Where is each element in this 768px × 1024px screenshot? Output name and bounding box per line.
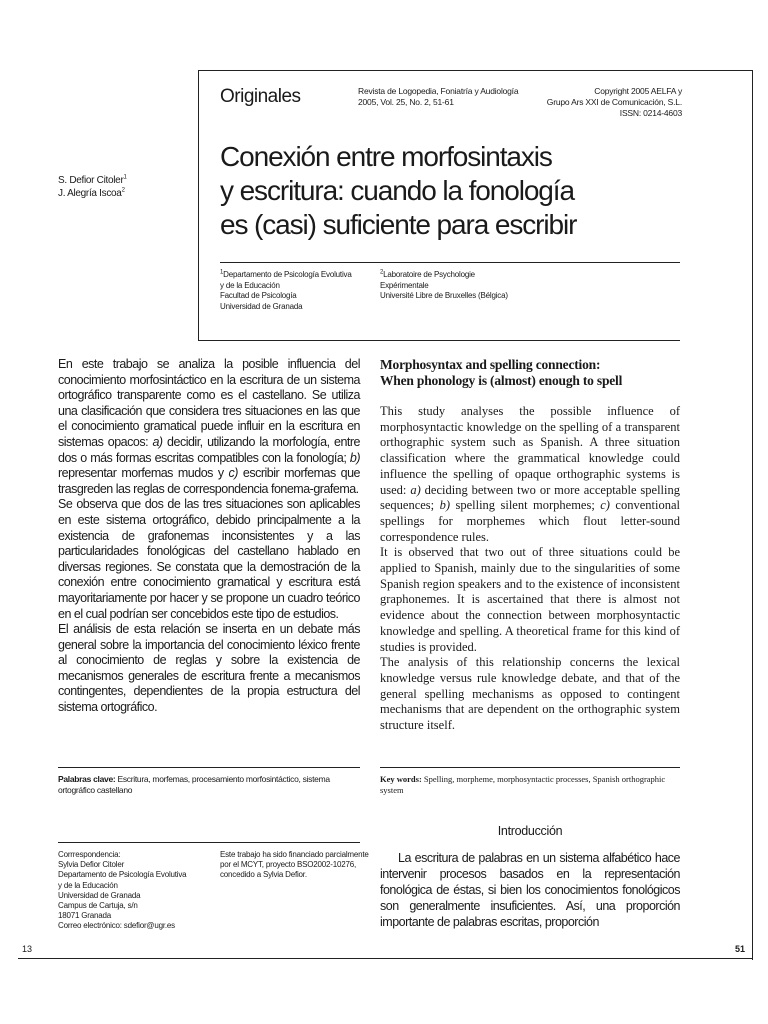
publisher-line: Grupo Ars XXI de Comunicación, S.L. [546, 97, 682, 107]
issn-line: ISSN: 0214-4603 [619, 108, 682, 118]
abstract-en-paragraph-2: It is observed that two out of three situations could be applied to Spanish, mainly due to the singularities of some Spanish region speakers and to the existence of inconsistent graphonemes. It is ascertained that there is almost not evidence about the connection between morphosyntactic knowledge and spelling. A theoretical frame for this kind of studies is provided. [380, 545, 680, 654]
author-2: J. Alegría Iscoa$^2$ [58, 187, 125, 199]
abstract-english [380, 404, 680, 734]
funding-note: Este trabajo ha sido financiado parcialmente por el MCYT, proyecto BSO2002-10276, concedido a Sylvia Defior. [220, 850, 369, 880]
english-keywords-rule [380, 767, 680, 768]
section-label: Originales [220, 86, 301, 107]
affiliation-rule [220, 262, 680, 263]
header-bottom-rule [198, 340, 680, 341]
keywords-english: Key words: Spelling, morpheme, morphosyntactic processes, Spanish orthographic system [380, 774, 666, 795]
journal-name: Revista de Logopedia, Foniatría y Audiología [358, 86, 519, 96]
correspondence-email: Correo electrónico: sdefior@ugr.es [58, 921, 175, 931]
introduction-heading: Introducción [497, 824, 563, 838]
abstract-es-paragraph-2: Se observa que dos de las tres situaciones son aplicables en este sistema ortográfico, debido principalmente a la existencia de grafonemas inconsistentes y a las particularidades fonológicas del castellano hablado en diversas regiones. Se constata que la demostración de la conexión entre conocimiento gramatical y escritura está mayoritariamente por hacer y se propone un cuadro teórico en el cual podrían ser concebidos este tipo de estudios. [58, 497, 360, 621]
left-vertical-rule [198, 70, 199, 340]
abstract-en-paragraph-3: The analysis of this relationship concerns the lexical knowledge versus rule knowledge debate, and that of the general spelling mechanisms as opposed to contingent mechanisms that are dependent on the orthographic system structure itself. [380, 655, 680, 733]
keywords-spanish: Palabras clave: Escritura, morfemas, procesamiento morfosintáctico, sistema ortográfico castellano [58, 774, 330, 795]
journal-volume: 2005, Vol. 25, No. 2, 51-61 [358, 97, 454, 107]
right-vertical-rule [752, 70, 753, 960]
abstract-en-paragraph-1: This study analyses the possible influence of morphosyntactic knowledge on the spelling of a transparent orthographic system such as Spanish. A three situation classification where the grammatical knowledge could influence the spelling of opaque orthographic systems is used: a) deciding between two or more acceptable spelling sequences; b) spelling silent morphemes; c) conventional spellings for morphemes which flout letter-sound correspondence rules. [380, 404, 680, 544]
copyright-info [547, 86, 682, 119]
top-rule [198, 70, 753, 71]
page-number-right: 51 [735, 944, 746, 954]
english-title: Morphosyntax and spelling connection: When phonology is (almost) enough to spell [380, 357, 623, 388]
page-number-left: 13 [22, 944, 33, 954]
correspondence-note: Corrrespondencia: Sylvia Defior Citoler Departamento de Psicología Evolutiva y de la Educación Universidad de Granada Campus de Cartuja, s/n 18071 Granada Correo electrónico: sdefior@ugr.es [58, 850, 187, 931]
abstract-es-paragraph-3: El análisis de esta relación se inserta en un debate más general sobre la importancia del conocimiento léxico frente al conocimiento de reglas y sobre la existencia de mecanismos generales de escritura frente a mecanismos contingentes, dependientes de la propia estructura del sistema ortográfico. [58, 622, 360, 715]
copyright-line: Copyright 2005 AELFA y [594, 86, 682, 96]
author-list [58, 174, 127, 200]
page-bottom-rule [18, 958, 752, 959]
abstract-es-paragraph-1: En este trabajo se analiza la posible influencia del conocimiento morfosintáctico en la escritura de un sistema ortográfico transparente como es el castellano. Se utiliza una clasificación que considera tres situaciones en las que el conocimiento gramatical puede influir en la escritura en sistemas opacos: a) decidir, utilizando la morfología, entre dos o más formas escritas compatibles con la fonología; b) representar morfemas mudos y c) escribir morfemas que trasgreden las reglas de correspondencia fonema-grafema. [58, 357, 361, 496]
journal-info [358, 86, 518, 108]
introduction-text: La escritura de palabras en un sistema alfabético hace intervenir procesos basados en la representación fonológica de éstas, si bien los conocimientos fonológicos son generalmente insuficientes. Así, una proporción importante de palabras escritas, proporción [380, 851, 680, 929]
spanish-keywords-rule [58, 767, 360, 768]
author-1: S. Defior Citoler$^1$ [58, 174, 127, 186]
affiliation-1: $^1$Departamento de Psicología Evolutiva y de la Educación Facultad de Psicología Universidad de Granada [220, 269, 352, 311]
article-title: Conexión entre morfosintaxis y escritura: cuando la fonología es (casi) suficiente para escribir [220, 141, 577, 240]
footnote-rule [58, 842, 360, 843]
affiliation-2: $^2$Laboratoire de Psychologie Expérimentale Université Libre de Bruxelles (Bélgica) [380, 269, 508, 300]
abstract-spanish [58, 357, 360, 716]
